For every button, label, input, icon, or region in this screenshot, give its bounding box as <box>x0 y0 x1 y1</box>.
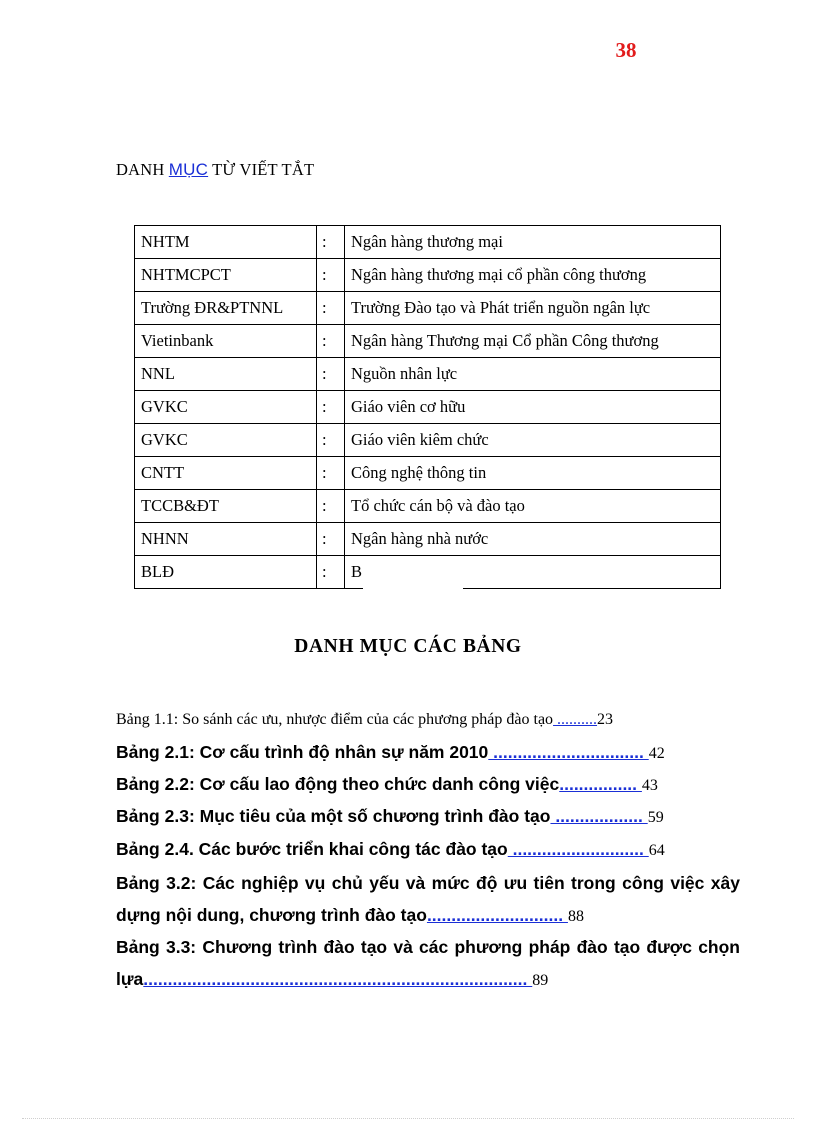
table-row <box>135 358 721 391</box>
table-row <box>135 292 721 325</box>
separator-cell: : <box>317 556 345 589</box>
toc-leader-link[interactable]: ........................... <box>507 839 649 859</box>
separator-cell: : <box>317 358 345 391</box>
separator-cell: : <box>317 523 345 556</box>
abbreviations-heading <box>116 160 314 180</box>
toc-entry-text: Bảng 2.2: Cơ cấu lao động theo chức danh công việc <box>116 774 560 794</box>
abbr-cell: Trường ĐR&PTNNL <box>135 292 317 325</box>
separator-cell: : <box>317 424 345 457</box>
toc-leader-link[interactable]: ............................................................................... <box>143 969 533 989</box>
separator-cell: : <box>317 325 345 358</box>
separator-cell: : <box>317 292 345 325</box>
abbr-cell: NHTMCPCT <box>135 259 317 292</box>
abbr-cell: NHNN <box>135 523 317 556</box>
toc-page-number: 42 <box>648 745 665 762</box>
toc-leader-link[interactable]: ................ <box>559 774 642 794</box>
separator-cell: : <box>317 490 345 523</box>
meaning-cell: Tổ chức cán bộ và đào tạo <box>345 490 721 523</box>
meaning-cell <box>345 556 721 589</box>
separator-cell: : <box>317 226 345 259</box>
toc-leader-link[interactable]: ............................ <box>426 905 568 925</box>
meaning-text: B <box>351 562 363 581</box>
abbr-cell: GVKC <box>135 424 317 457</box>
table-row <box>135 259 721 292</box>
table-row <box>135 490 721 523</box>
toc-entry-text: Bảng 3.3: Chương trình đào tạo và các phương pháp đào tạo được chọn lựa <box>116 937 740 989</box>
meaning-cell: Nguồn nhân lực <box>345 358 721 391</box>
toc-entry[interactable] <box>116 867 740 933</box>
abbr-cell: Vietinbank <box>135 325 317 358</box>
meaning-cell: Ngân hàng nhà nước <box>345 523 721 556</box>
abbr-cell: TCCB&ĐT <box>135 490 317 523</box>
separator-cell: : <box>317 391 345 424</box>
abbr-cell: GVKC <box>135 391 317 424</box>
table-row <box>135 523 721 556</box>
table-row <box>135 457 721 490</box>
meaning-cell: Trường Đào tạo và Phát triển nguồn ngân lực <box>345 292 721 325</box>
heading-text-after: TỪ VIẾT TẮT <box>208 160 315 179</box>
separator-cell: : <box>317 259 345 292</box>
toc-page-number: 43 <box>641 777 658 794</box>
toc-entry[interactable] <box>116 711 740 729</box>
tables-list-title: DANH MỤC CÁC BẢNG <box>294 636 522 657</box>
table-row <box>135 556 721 589</box>
toc-entry-text: Bảng 3.2: Các nghiệp vụ chủ yếu và mức độ ưu tiên trong công việc xây dựng nội dung, chương trình đào tạo <box>116 873 740 925</box>
meaning-cell: Giáo viên kiêm chức <box>345 424 721 457</box>
toc-entry-text: Bảng 1.1: So sánh các ưu, nhược điểm của các phương pháp đào tạo <box>116 711 554 728</box>
toc-leader-link[interactable]: .......... <box>553 711 598 728</box>
meaning-cell: Giáo viên cơ hữu <box>345 391 721 424</box>
toc-entry[interactable] <box>116 774 740 795</box>
table-row <box>135 325 721 358</box>
meaning-cell: Công nghệ thông tin <box>345 457 721 490</box>
abbr-cell: NHTM <box>135 226 317 259</box>
toc-page-number: 59 <box>647 809 664 826</box>
meaning-cell: Ngân hàng thương mại <box>345 226 721 259</box>
toc-entry[interactable] <box>116 839 740 860</box>
toc-page-number: 89 <box>532 972 549 989</box>
meaning-cell: Ngân hàng thương mại cổ phần công thương <box>345 259 721 292</box>
toc-leader-link[interactable]: .................. <box>550 806 648 826</box>
toc-page-number: 88 <box>567 908 584 925</box>
table-row <box>135 391 721 424</box>
toc-entry[interactable] <box>116 931 740 997</box>
abbr-cell: NNL <box>135 358 317 391</box>
heading-link-muc[interactable]: MỤC <box>168 160 209 179</box>
abbr-cell: CNTT <box>135 457 317 490</box>
abbr-cell: BLĐ <box>135 556 317 589</box>
heading-text-before: DANH <box>116 160 169 179</box>
toc-leader-link[interactable]: ............................... <box>488 742 649 762</box>
meaning-cell: Ngân hàng Thương mại Cổ phần Công thương <box>345 325 721 358</box>
toc-page-number: 23 <box>597 711 614 728</box>
table-row <box>135 226 721 259</box>
page-bottom-rule <box>22 1118 794 1119</box>
toc-entry[interactable] <box>116 806 740 827</box>
separator-cell: : <box>317 457 345 490</box>
toc-page-number: 64 <box>648 842 665 859</box>
toc-entry-text: Bảng 2.4. Các bước triển khai công tác đào tạo <box>116 839 508 859</box>
border-gap <box>363 585 463 590</box>
page-number: 38 <box>615 38 637 62</box>
toc-entry-text: Bảng 2.1: Cơ cấu trình độ nhân sự năm 2010 <box>116 742 489 762</box>
toc-entry-text: Bảng 2.3: Mục tiêu của một số chương trình đào tạo <box>116 806 551 826</box>
toc-entry[interactable] <box>116 742 740 763</box>
table-row <box>135 424 721 457</box>
abbreviations-table <box>134 225 721 589</box>
